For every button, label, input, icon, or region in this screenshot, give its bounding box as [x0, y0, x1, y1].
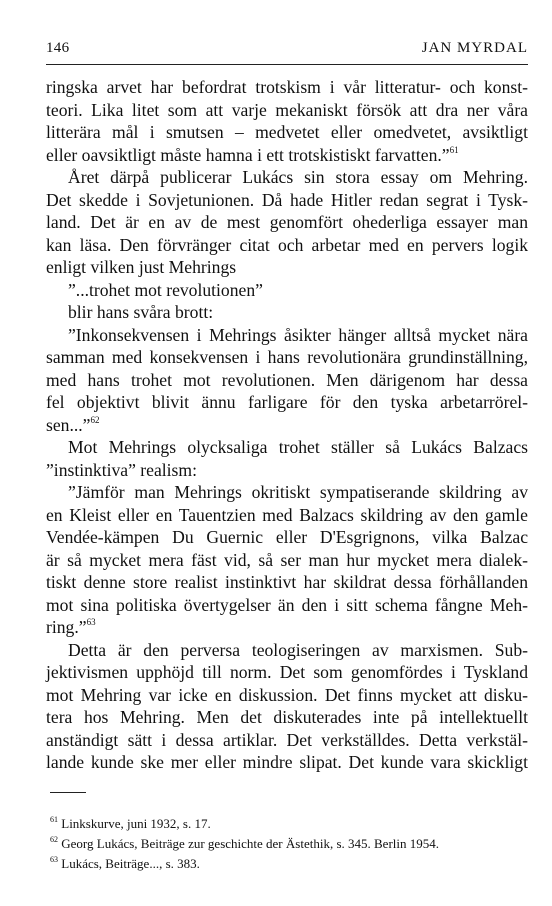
footnote — [50, 814, 528, 834]
body-line — [46, 144, 528, 167]
body-line: lande kunde ske mer eller mindre slipat. Det kunde vara skickligt — [46, 752, 528, 772]
footnote-mark: 62 — [50, 834, 58, 844]
footnote — [50, 834, 528, 854]
footnote — [50, 854, 528, 874]
footnote-mark: 63 — [50, 854, 58, 864]
body-line: ”Inkonsekvensen i Mehrings åsikter hänger alltså mycket nära — [68, 324, 528, 345]
body-line: fel objektivt blivit ännu farligare för den tyska arbetarrörel- — [46, 392, 528, 412]
body-line: tiskt denne store realist instinktivt har skildrat dessa förhållanden — [46, 572, 528, 592]
body-line: ringska arvet har befordrat trotskism i vår litteratur- och konst- — [46, 77, 528, 97]
body-line: land. Det är en av de mest genomfört ohederliga essayer man — [46, 212, 528, 232]
body-line: ”...trohet mot revolutionen” — [68, 279, 263, 300]
body-line: samman med konsekvensen i hans revolutionära grundinställning, — [46, 347, 528, 367]
body-line: mot Mehring var icke en diskussion. Det finns mycket att disku- — [46, 684, 528, 705]
body-line: enligt vilken just Mehrings — [46, 257, 237, 277]
running-head: JAN MYRDAL — [421, 40, 528, 56]
header-rule — [46, 64, 528, 65]
footnote-ref: 62 — [90, 414, 100, 425]
body-line: Detta är den perversa teologiseringen av marxismen. Sub- — [68, 639, 528, 660]
body-line-text: eller oavsiktligt måste hamna i ett trotskistiskt farvatten.” — [46, 144, 450, 165]
body-line: Vendée-kämpen Du Guernic eller D'Esgrignons, vilka Balzac — [46, 527, 528, 547]
body-line: Mot Mehrings olycksaliga trohet ställer så Lukács Balzacs — [68, 437, 528, 457]
footnote-ref: 61 — [449, 144, 459, 155]
body-line-text: sen...” — [46, 414, 91, 435]
footnote-text: Lukács, Beiträge..., s. 383. — [61, 856, 200, 871]
body-line — [46, 616, 528, 639]
footnote-rule — [50, 792, 86, 793]
body-line: kan läsa. Den förvränger citat och arbetar med en pervers logik — [46, 234, 528, 255]
page-number: 146 — [46, 40, 70, 56]
body-text — [46, 76, 528, 774]
book-page — [46, 0, 528, 906]
body-line: en Kleist eller en Tauentzien med Balzacs skildring av den gamle — [46, 504, 528, 525]
body-line: ”instinktiva” realism: — [46, 459, 197, 480]
body-line: anständigt sätt i dessa artiklar. Det verkställdes. Detta verkstäl- — [46, 729, 528, 750]
body-line: tera hos Mehring. Men det diskuterades inte på intellektuellt — [46, 707, 528, 727]
body-line: Det skedde i Sovjetunionen. Då hade Hitler redan segrat i Tysk- — [46, 189, 528, 210]
body-line: jektivismen upphöjd till norm. Det som genomfördes i Tyskland — [46, 662, 528, 682]
footnote-text: Linkskurve, juni 1932, s. 17. — [61, 816, 211, 831]
body-line: är så mycket mera fäst vid, så ser man hur mycket mera dialek- — [46, 549, 528, 570]
body-line: ”Jämför man Mehrings okritiskt sympatiserande skildring av — [68, 482, 528, 502]
body-line: blir hans svåra brott: — [68, 302, 214, 322]
footnotes — [50, 814, 528, 874]
footnote-mark: 61 — [50, 814, 58, 824]
body-line: litterära mål i smutsen – medvetet eller omedvetet, avsiktligt — [46, 122, 528, 142]
body-line: med hans trohet mot revolutionen. Men därigenom har dessa — [46, 369, 528, 390]
footnote-ref: 63 — [86, 617, 96, 628]
body-line: mot sina politiska övertygelser än den i sitt schema fångne Meh- — [46, 594, 528, 615]
body-line: Året därpå publicerar Lukács sin stora essay om Mehring. — [68, 167, 528, 187]
page-header — [46, 40, 528, 62]
body-line: teori. Lika litet som att varje mekaniskt försök att dra ner våra — [46, 99, 528, 120]
footnote-text: Georg Lukács, Beiträge zur geschichte der Ästethik, s. 345. Berlin 1954. — [61, 836, 439, 851]
body-line-text: ring.” — [46, 617, 87, 637]
body-line — [46, 414, 528, 437]
